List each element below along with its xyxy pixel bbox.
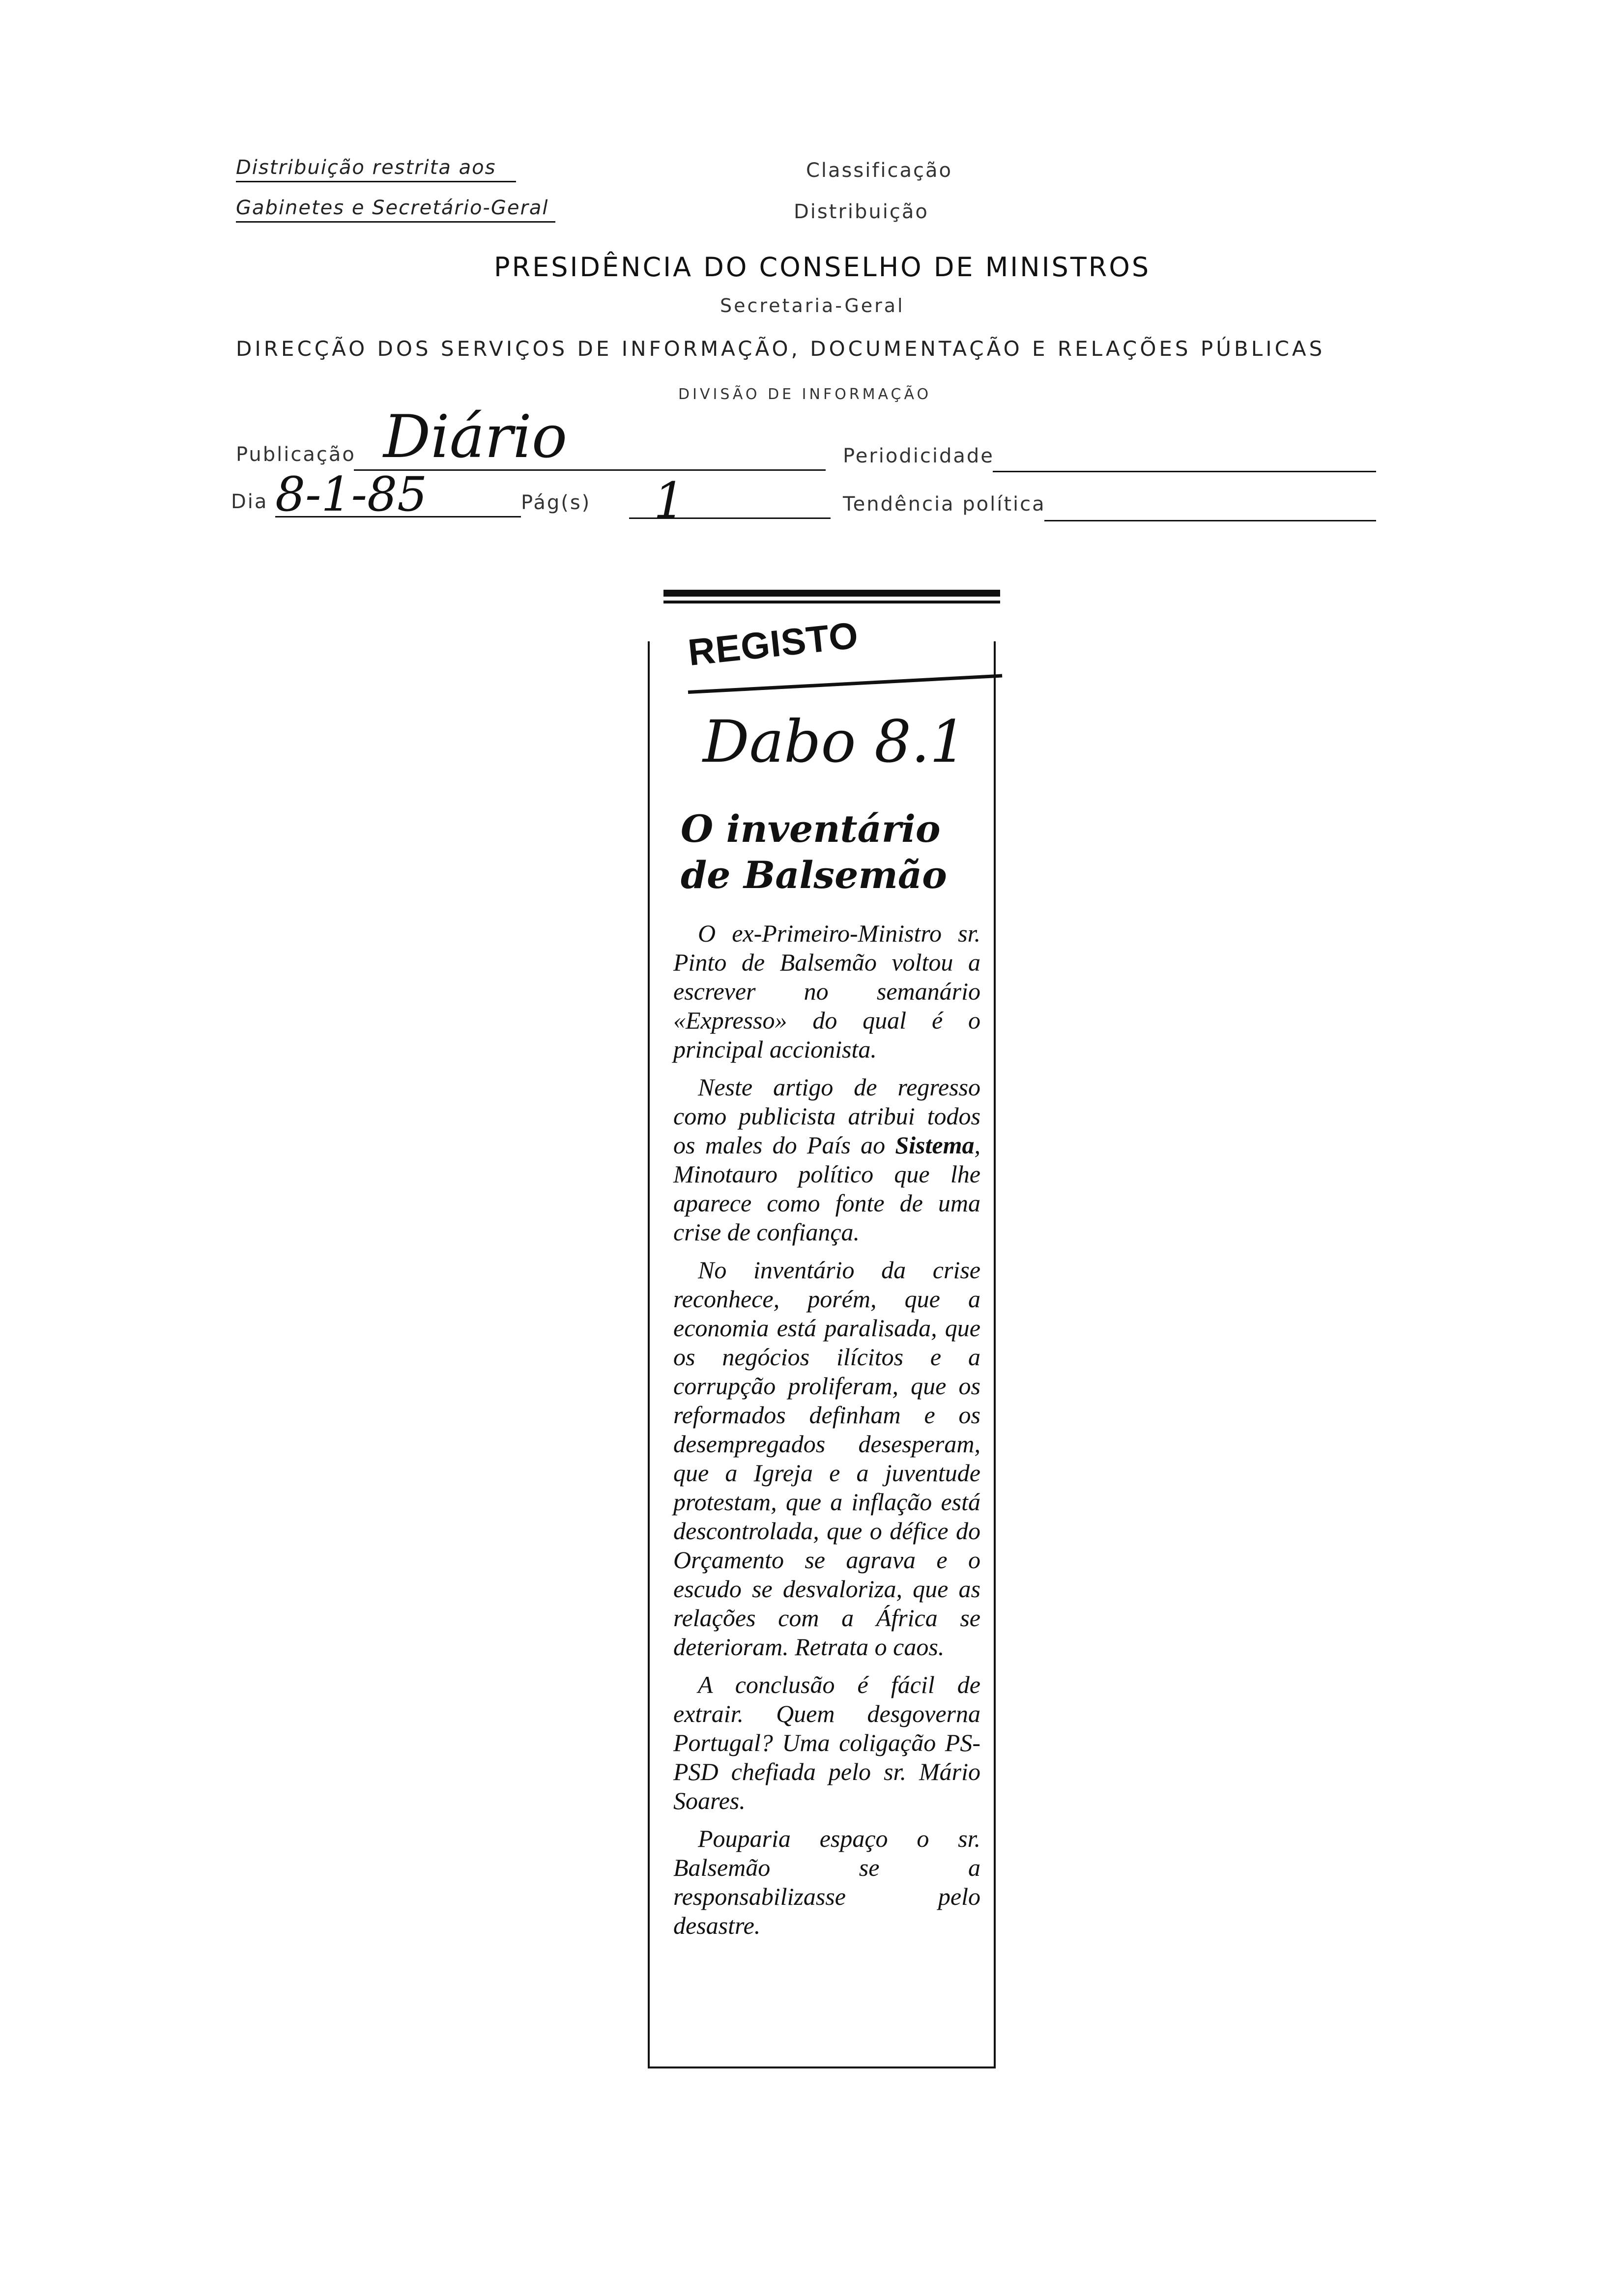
publication-handwritten-value: Diário <box>383 403 568 471</box>
secretariat-subtitle: Secretaria-Geral <box>720 295 905 316</box>
article-headline <box>681 806 947 898</box>
day-handwritten-value: 8-1-85 <box>275 467 428 522</box>
article-paragraph-5: Pouparia espaço o sr. Balsemão se a responsabilizasse pelo desastre. <box>673 1825 980 1939</box>
day-label: Dia <box>231 490 268 513</box>
clipping-top-bar <box>663 590 1000 597</box>
distribution-restriction-line1: Distribuição restrita aos <box>236 156 496 179</box>
political-tendency-label: Tendência política <box>843 493 1046 516</box>
p2-pre: Neste artigo de regresso como publicista atribui todos os males do País ao <box>673 1073 980 1159</box>
day-underline <box>275 516 521 517</box>
headline-line2: de Balsemão <box>681 853 947 897</box>
article-body <box>673 919 980 1949</box>
section-label-registo: REGISTO <box>686 614 861 674</box>
distribution-line2-underline <box>236 221 555 223</box>
headline-line1: O inventário <box>681 807 941 851</box>
distribution-line1-underline <box>236 181 516 182</box>
periodicity-label: Periodicidade <box>843 445 994 467</box>
pages-handwritten-value: 1 <box>654 472 685 529</box>
article-paragraph-1: O ex-Primeiro-Ministro sr. Pinto de Balsemão voltou a escrever no semanário «Expresso» do qual é o principal accionista. <box>673 919 980 1063</box>
article-paragraph-4: A conclusão é fácil de extrair. Quem desgoverna Portugal? Uma coligação PS-PSD chefiada pelo sr. Mário Soares. <box>673 1671 980 1814</box>
presidency-title: PRESIDÊNCIA DO CONSELHO DE MINISTROS <box>494 252 1151 283</box>
distribution-label: Distribuição <box>794 201 929 223</box>
p2-bold-term: Sistema <box>895 1131 975 1159</box>
directorate-line: DIRECÇÃO DOS SERVIÇOS DE INFORMAÇÃO, DOCUMENTAÇÃO E RELAÇÕES PÚBLICAS <box>236 337 1325 361</box>
publication-label: Publicação <box>236 443 356 466</box>
p2-post: , Minotauro político que lhe aparece como fonte de uma crise de confiança. <box>673 1131 980 1246</box>
article-paragraph-2 <box>673 1073 980 1247</box>
division-line: DIVISÃO DE INFORMAÇÃO <box>678 386 932 403</box>
periodicity-underline <box>993 471 1376 472</box>
political-tendency-underline <box>1044 520 1376 521</box>
handwritten-annotation: Dabo 8.1 <box>703 708 967 775</box>
pages-underline <box>629 517 831 519</box>
article-paragraph-3: No inventário da crise reconhece, porém, que a economia está paralisada, que os negócios ilícitos e a corrupção proliferam, que os reformados definham e os desempregados desesperam, que a Igreja e a juventude protestam, que a inflação está descontrolada, que o défice do Orçamento se agrava e o escudo se desvaloriza, que as relações com a África se deterioram. Retrata o caos. <box>673 1256 980 1661</box>
classification-label: Classificação <box>806 159 953 182</box>
clipping-top-bar-thin <box>663 601 1000 603</box>
distribution-restriction-line2: Gabinetes e Secretário-Geral <box>236 197 549 219</box>
pages-label: Pág(s) <box>521 491 591 514</box>
